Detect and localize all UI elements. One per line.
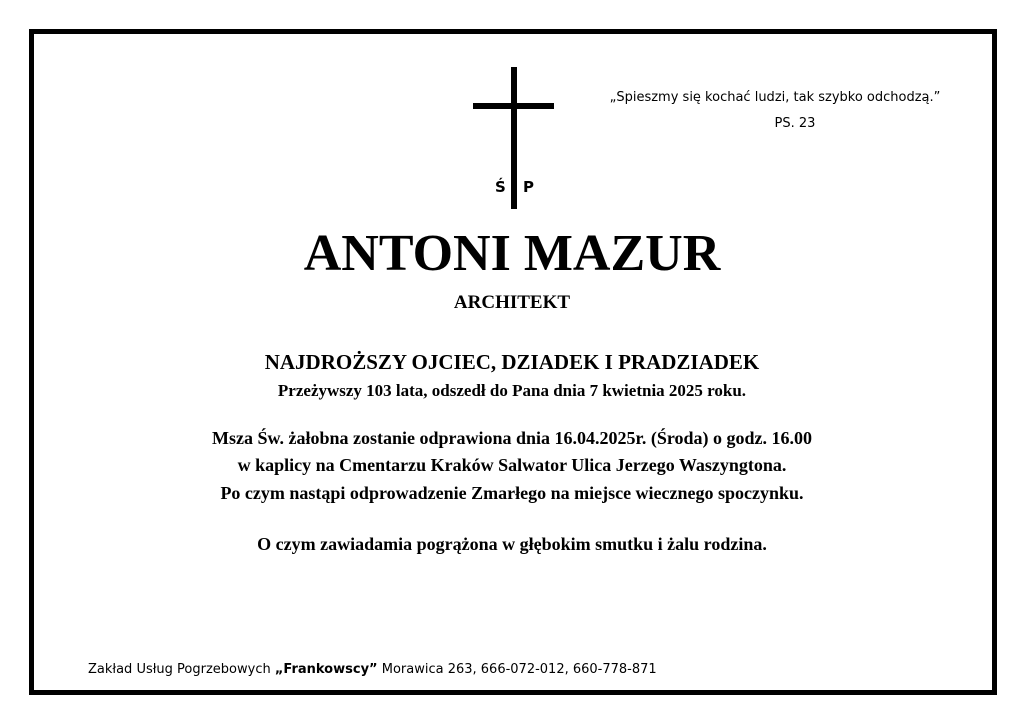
mass-info-line-1: Msza Św. żałobna zostanie odprawiona dnia 16.04.2025r. (Środa) o godz. 16.00 xyxy=(211,428,813,448)
footer-company-name: „Frankowscy” xyxy=(274,662,378,677)
funeral-home-footer xyxy=(88,661,657,679)
lifespan-statement: Przeżywszy 103 lata, odszedł do Pana dnia 7 kwietnia 2025 roku. xyxy=(277,381,747,400)
initials-left: Ś xyxy=(495,178,506,196)
quote-reference: PS. 23 xyxy=(774,116,816,131)
deceased-profession: ARCHITEKT xyxy=(453,292,571,313)
closing-statement: O czym zawiadamia pogrążona w głębokim smutku i żalu rodzina. xyxy=(257,534,767,554)
cross-vertical-bar xyxy=(511,67,517,209)
deceased-name: ANTONI MAZUR xyxy=(303,225,721,282)
footer-contact: Morawica 263, 666-072-012, 660-778-871 xyxy=(377,662,657,677)
mass-info-line-3: Po czym nastąpi odprowadzenie Zmarłego na miejsce wiecznego spoczynku. xyxy=(220,483,804,503)
cross-horizontal-bar xyxy=(473,103,554,109)
footer-prefix: Zakład Usług Pogrzebowych xyxy=(88,662,275,677)
initials-right: P xyxy=(523,178,534,196)
quote-text: „Spieszmy się kochać ludzi, tak szybko odchodzą.” xyxy=(609,90,941,105)
mass-info-line-2: w kaplicy na Cmentarzu Kraków Salwator Ulica Jerzego Waszyngtona. xyxy=(237,455,787,475)
family-relation: NAJDROŻSZY OJCIEC, DZIADEK I PRADZIADEK xyxy=(264,350,760,374)
